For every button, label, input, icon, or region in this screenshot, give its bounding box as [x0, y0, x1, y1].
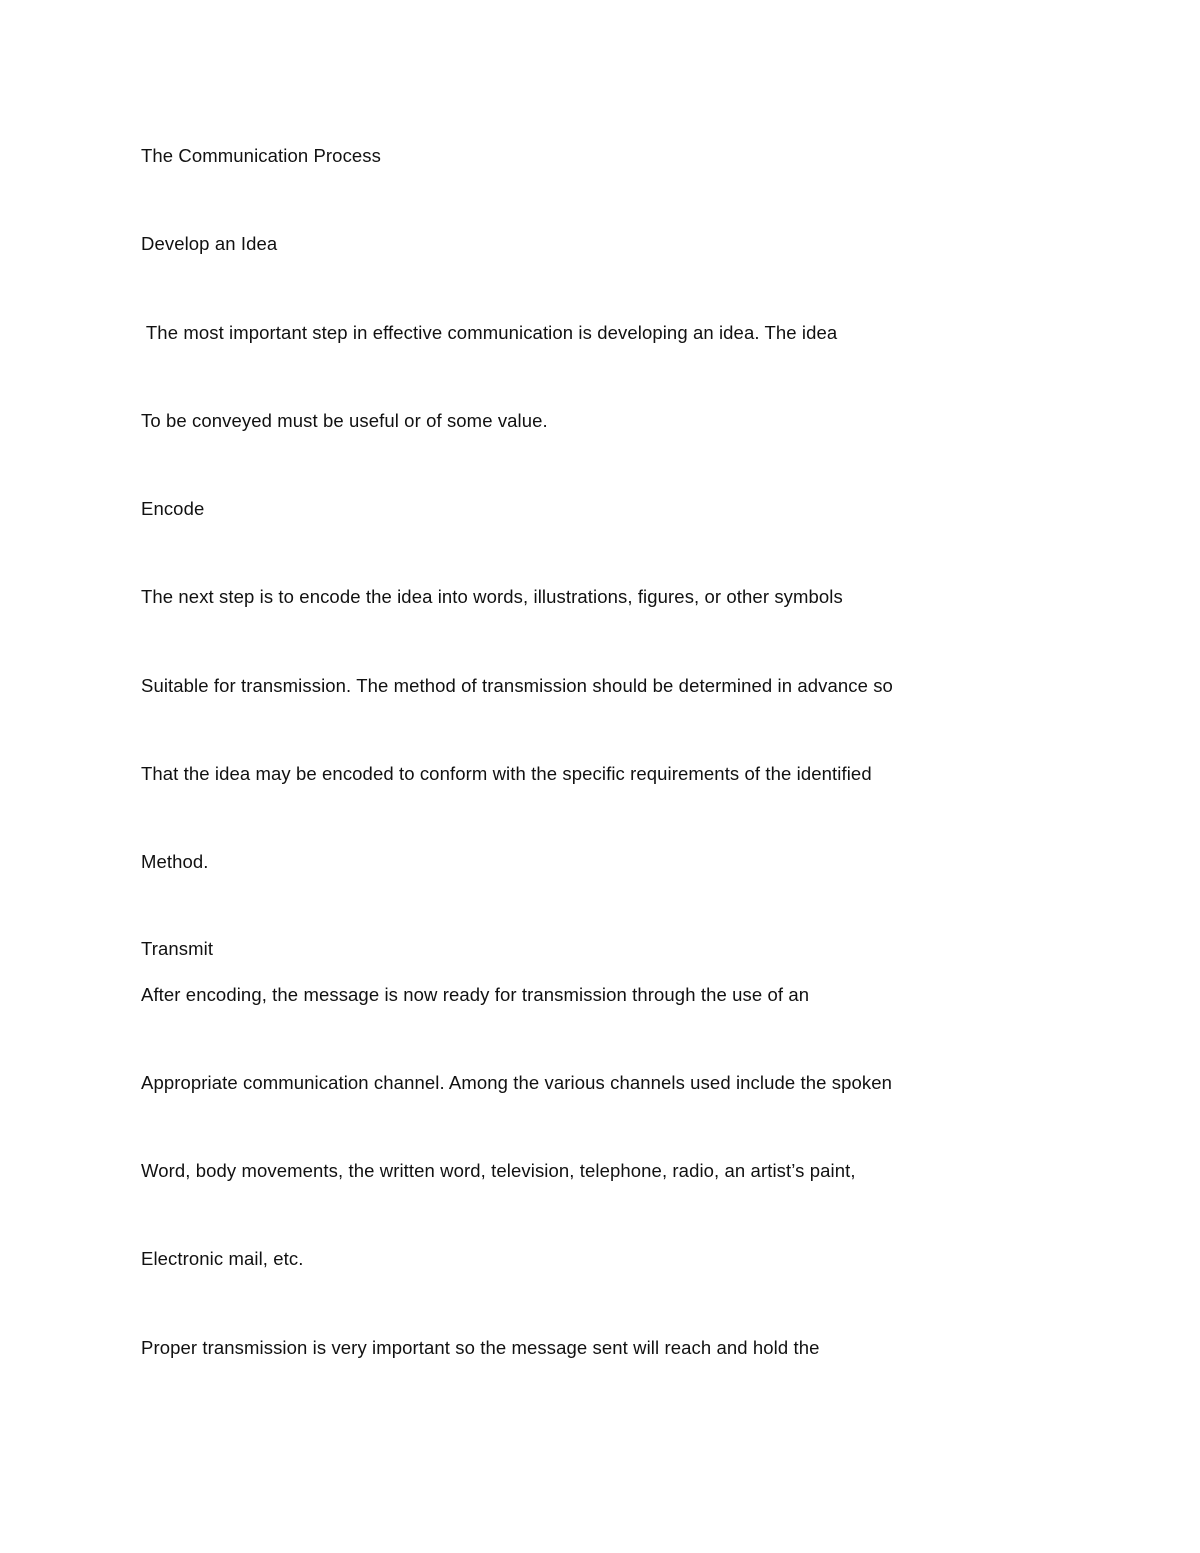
paragraph-line: To be conveyed must be useful or of some value.: [141, 410, 548, 431]
paragraph-line: The next step is to encode the idea into words, illustrations, figures, or other symbols: [141, 586, 843, 607]
paragraph-line: Proper transmission is very important so the message sent will reach and hold the: [141, 1337, 820, 1358]
section-heading-transmit: Transmit: [141, 938, 214, 959]
document-title: The Communication Process: [141, 145, 382, 166]
paragraph-line: That the idea may be encoded to conform with the specific requirements of the identified: [141, 763, 872, 784]
paragraph-line: Word, body movements, the written word, television, telephone, radio, an artist’s paint,: [141, 1160, 856, 1181]
paragraph-line: The most important step in effective communication is developing an idea. The idea: [141, 322, 838, 343]
section-heading-encode: Encode: [141, 498, 205, 519]
paragraph-line: Appropriate communication channel. Among the various channels used include the spoken: [141, 1072, 893, 1093]
paragraph-line: Method.: [141, 851, 209, 872]
section-heading-develop-idea: Develop an Idea: [141, 233, 278, 254]
paragraph-line: Suitable for transmission. The method of transmission should be determined in advance so: [141, 675, 893, 696]
paragraph-line: Electronic mail, etc.: [141, 1248, 304, 1269]
paragraph-line: After encoding, the message is now ready for transmission through the use of an: [141, 984, 810, 1005]
